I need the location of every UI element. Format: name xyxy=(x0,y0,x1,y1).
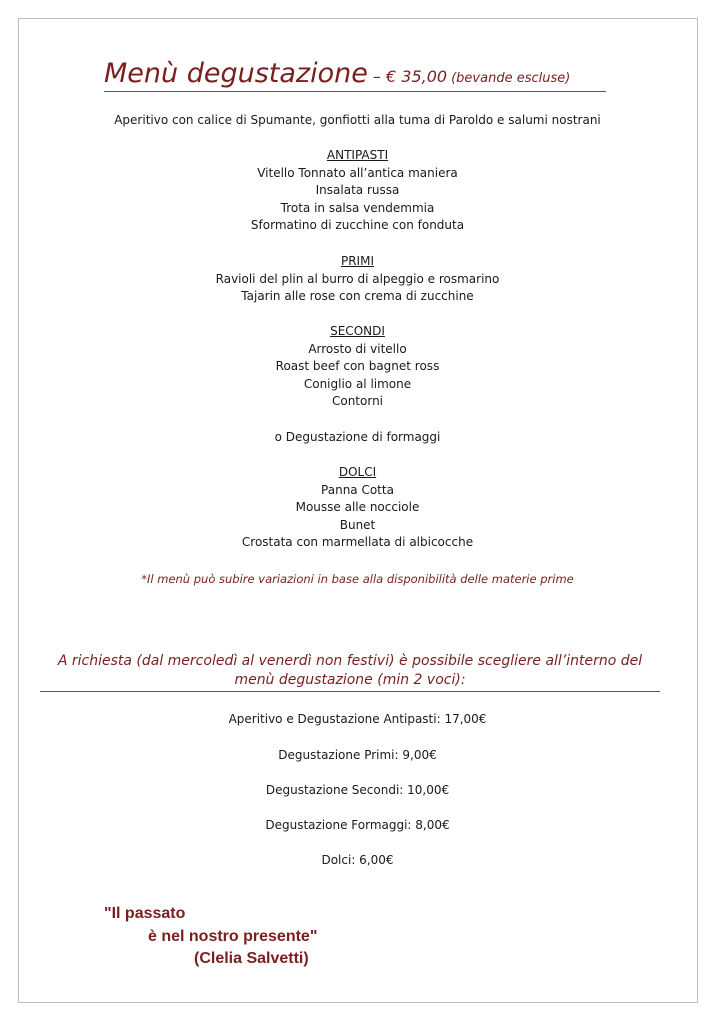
quote-line-2: è nel nostro presente" xyxy=(148,928,318,945)
price-item: Degustazione Secondi: 10,00€ xyxy=(265,783,450,797)
secondi-item: Roast beef con bagnet ross xyxy=(275,359,440,374)
dolci-heading: DOLCI xyxy=(338,465,377,479)
request-line-2: menù degustazione (min 2 voci): xyxy=(234,672,466,688)
secondi-section xyxy=(0,323,715,411)
secondi-heading: SECONDI xyxy=(330,324,385,338)
variations-note: *Il menù può subire variazioni in base alla disponibilità delle materie prime xyxy=(141,572,574,586)
antipasti-item: Insalata russa xyxy=(315,183,400,198)
dolci-item: Mousse alle nocciole xyxy=(295,500,420,515)
formaggi-alternative xyxy=(0,429,715,447)
primi-heading: PRIMI xyxy=(340,254,374,268)
title-note: (bevande escluse) xyxy=(451,71,571,86)
aperitivo-block xyxy=(0,112,715,130)
dolci-item: Bunet xyxy=(339,517,376,532)
quote-author: (Clelia Salvetti) xyxy=(194,950,309,967)
secondi-item: Coniglio al limone xyxy=(303,376,412,391)
quote-line-1: "Il passato xyxy=(104,905,186,922)
price-item: Degustazione Formaggi: 8,00€ xyxy=(265,818,450,832)
primi-item: Tajarin alle rose con crema di zucchine xyxy=(241,289,474,304)
secondi-item: Contorni xyxy=(331,394,384,409)
formaggi-line: o Degustazione di formaggi xyxy=(274,430,441,444)
request-line-1: A richiesta (dal mercoledì al venerdì non festivi) è possibile scegliere all’interno del xyxy=(57,653,643,669)
antipasti-section xyxy=(0,147,715,235)
menu-title xyxy=(104,58,606,92)
dolci-item: Crostata con marmellata di albicocche xyxy=(241,535,474,550)
aperitivo-line: Aperitivo con calice di Spumante, gonfiotti alla tuma di Paroldo e salumi nostrani xyxy=(114,113,601,127)
price-item: Dolci: 6,00€ xyxy=(321,853,394,867)
dolci-section xyxy=(0,464,715,552)
antipasti-item: Vitello Tonnato all’antica maniera xyxy=(257,165,458,180)
price-item: Degustazione Primi: 9,00€ xyxy=(278,748,437,762)
primi-item: Ravioli del plin al burro di alpeggio e rosmarino xyxy=(215,271,500,286)
dolci-item: Panna Cotta xyxy=(321,482,394,497)
antipasti-item: Trota in salsa vendemmia xyxy=(280,200,435,215)
title-price: – € 35,00 xyxy=(367,67,448,86)
primi-section xyxy=(0,253,715,306)
title-main: Menù degustazione xyxy=(104,58,368,89)
request-heading xyxy=(40,652,660,692)
price-item: Aperitivo e Degustazione Antipasti: 17,00€ xyxy=(228,712,487,726)
antipasti-item: Sformatino di zucchine con fonduta xyxy=(250,218,465,233)
antipasti-heading: ANTIPASTI xyxy=(326,148,389,162)
secondi-item: Arrosto di vitello xyxy=(308,341,407,356)
